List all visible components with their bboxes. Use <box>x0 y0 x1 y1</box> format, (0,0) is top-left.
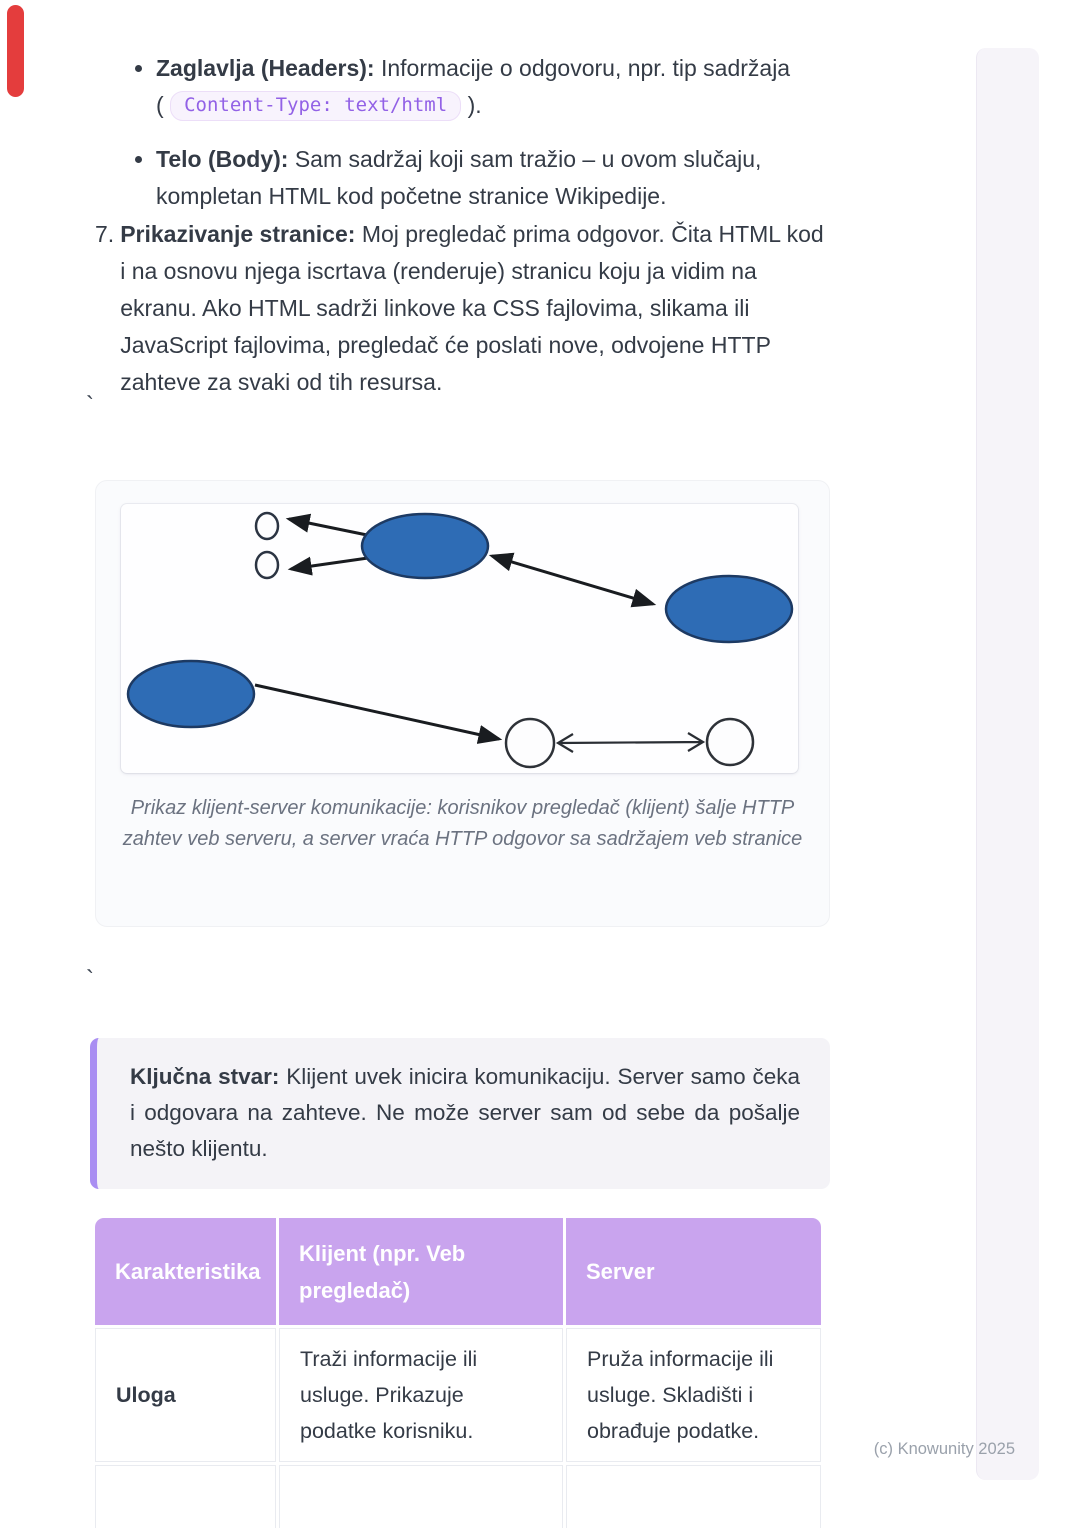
next-page-preview-strip[interactable] <box>976 48 1039 1480</box>
stray-backtick: ` <box>86 392 94 419</box>
item-label: Prikazivanje stranice: <box>120 221 356 247</box>
table-header-row <box>95 1218 821 1325</box>
table-header-server: Server <box>566 1218 821 1325</box>
comparison-table-wrap <box>95 1218 821 1528</box>
cell-empty <box>279 1465 563 1528</box>
small-circle-node-1 <box>256 513 278 539</box>
small-circle-node-2 <box>256 552 278 578</box>
blue-ellipse-node-right <box>666 576 792 642</box>
blue-ellipse-node-top <box>362 514 488 578</box>
copyright-footer: (c) Knowunity 2025 <box>873 1440 1015 1458</box>
numbered-item-7 <box>95 216 829 401</box>
cell-server: Pruža informacije ili usluge. Skladišti i obrađuje podatke. <box>566 1328 821 1462</box>
inline-code-content-type: Content-Type: text/html <box>170 91 461 121</box>
bullet-text: Sam sadržaj koji sam tražio – u ovom slučaju, kompletan HTML kod početne stranice Wikipedije. <box>156 146 762 209</box>
cell-client: Traži informacije ili usluge. Prikazuje podatke korisniku. <box>279 1328 563 1462</box>
list-item-body <box>156 141 840 215</box>
arrow-to-small-circle-1 <box>289 519 367 535</box>
item-text: Moj pregledač prima odgovor. Čita HTML kod i na osnovu njega iscrtava (renderuje) stranicu koju ja vidim na ekranu. Ako HTML sadrži linkove ka CSS fajlovima, slikama ili JavaScript fajlovima, pregledač će poslati nove, odvojene HTTP zahteve za svaki od tih resursa. <box>120 221 824 395</box>
cell-empty <box>566 1465 821 1528</box>
table-header-klijent: Klijent (npr. Veb pregledač) <box>279 1218 563 1325</box>
paren-close: ). <box>467 92 482 118</box>
paren-open: ( <box>156 92 164 118</box>
client-server-diagram <box>121 504 798 773</box>
client-server-diagram-image <box>121 504 798 773</box>
bullet-label: Telo (Body): <box>156 146 289 172</box>
bullet-label: Zaglavlja (Headers): <box>156 55 375 81</box>
open-double-arrow-bottom <box>558 733 703 752</box>
table-header-karakteristika: Karakteristika <box>95 1218 276 1325</box>
figure-card <box>95 480 830 927</box>
list-item-headers <box>156 50 840 124</box>
bullet-text: Informacije o odgovoru, npr. tip sadržaja <box>380 55 791 81</box>
callout-label: Ključna stvar: <box>130 1064 280 1089</box>
callout-text: Klijent uvek inicira komunikaciju. Server samo čeka i odgovara na zahteve. Ne može server sam od sebe da pošalje nešto klijentu. <box>130 1064 800 1161</box>
cell-empty <box>95 1465 276 1528</box>
stray-backtick: ` <box>86 966 94 993</box>
bullet-list <box>95 50 840 232</box>
arrow-left-ellipse-to-circle <box>255 685 499 739</box>
cell-feature: Uloga <box>95 1328 276 1462</box>
item-body <box>120 216 829 401</box>
comparison-table <box>95 1218 821 1528</box>
white-circle-node-2 <box>707 719 753 765</box>
arrow-to-small-circle-2 <box>291 558 368 569</box>
white-circle-node-1 <box>506 719 554 767</box>
blue-ellipse-node-left <box>128 661 254 727</box>
item-number: 7. <box>95 221 115 247</box>
table-row-clipped <box>95 1465 821 1528</box>
figure-caption: Prikaz klijent-server komunikacije: korisnikov pregledač (klijent) šalje HTTP zahtev veb serveru, a server vraća HTTP odgovor sa sadržajem veb stranice <box>122 797 803 850</box>
red-accent-bar <box>7 5 24 97</box>
key-point-callout <box>90 1038 830 1189</box>
double-arrow-top-right <box>492 556 653 604</box>
